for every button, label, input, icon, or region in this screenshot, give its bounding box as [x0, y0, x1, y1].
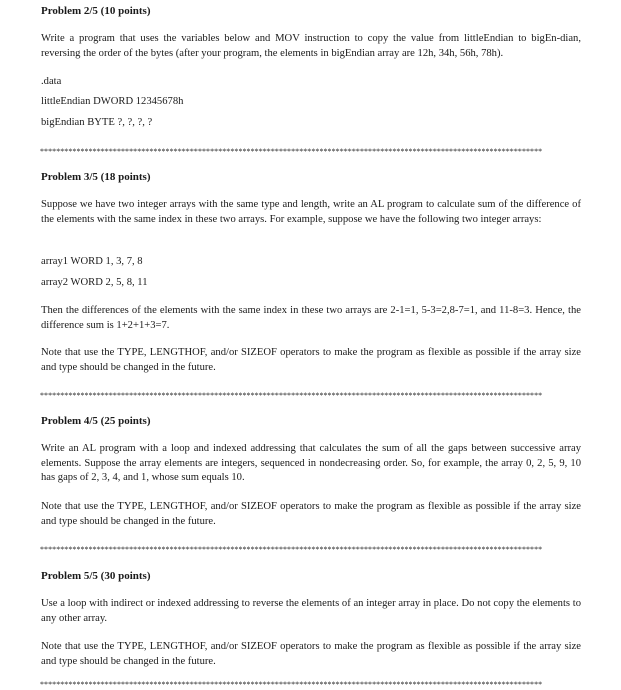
problem-4-heading: Problem 4/5 (25 points)	[41, 415, 151, 427]
problem-3-note: Note that use the TYPE, LENGTHOF, and/or SIZEOF operators to make the program as flexible as possible if the array size and type should be changed in the future.	[41, 347, 581, 373]
separator-line: ****************************************************************************************************************************	[40, 545, 543, 554]
problem-2-big-endian-declaration: bigEndian BYTE ?, ?, ?, ?	[41, 117, 153, 128]
problem-3-description: Suppose we have two integer arrays with the same type and length, write an AL program to calculate sum of the difference of the elements with the same index in these two arrays. For example, suppose we have the following two integer arrays:	[41, 199, 581, 225]
problem-3-array2-declaration: array2 WORD 2, 5, 8, 11	[41, 277, 148, 288]
problem-2-heading: Problem 2/5 (10 points)	[41, 5, 151, 17]
separator-line: ****************************************************************************************************************************	[40, 147, 543, 156]
problem-2-data-directive: .data	[41, 76, 62, 87]
problem-5-description: Use a loop with indirect or indexed addressing to reverse the elements of an integer array in place. Do not copy the elements to any other array.	[41, 598, 581, 624]
problem-3-example-explanation: Then the differences of the elements with the same index in these two arrays are 2-1=1, 5-3=2,8-7=1, and 11-8=3. Hence, the difference sum is 1+2+1+3=7.	[41, 305, 581, 331]
problem-4-note: Note that use the TYPE, LENGTHOF, and/or SIZEOF operators to make the program as flexible as possible if the array size and type should be changed in the future.	[41, 501, 581, 527]
problem-4-description: Write an AL program with a loop and indexed addressing that calculates the sum of all the gaps between successive array elements. Suppose the array elements are integers, sequenced in nondecreasing order. So, for example, the array 0, 2, 5, 9, 10 has gaps of 2, 3, 4, and 1, whose sum equals 10.	[41, 443, 581, 483]
problem-5-note: Note that use the TYPE, LENGTHOF, and/or SIZEOF operators to make the program as flexible as possible if the array size and type should be changed in the future.	[41, 641, 581, 667]
problem-2-description: Write a program that uses the variables below and MOV instruction to copy the value from littleEndian to bigEn-dian, reversing the order of the bytes (after your program, the elements in bigEndian array are 12h, 34h, 56h, 78h).	[41, 33, 581, 59]
separator-line: ****************************************************************************************************************************	[40, 680, 543, 689]
problem-3-array1-declaration: array1 WORD 1, 3, 7, 8	[41, 256, 143, 267]
problem-2-little-endian-declaration: littleEndian DWORD 12345678h	[41, 96, 184, 107]
problem-5-heading: Problem 5/5 (30 points)	[41, 570, 151, 582]
problem-3-heading: Problem 3/5 (18 points)	[41, 171, 151, 183]
separator-line: ****************************************************************************************************************************	[40, 391, 543, 400]
